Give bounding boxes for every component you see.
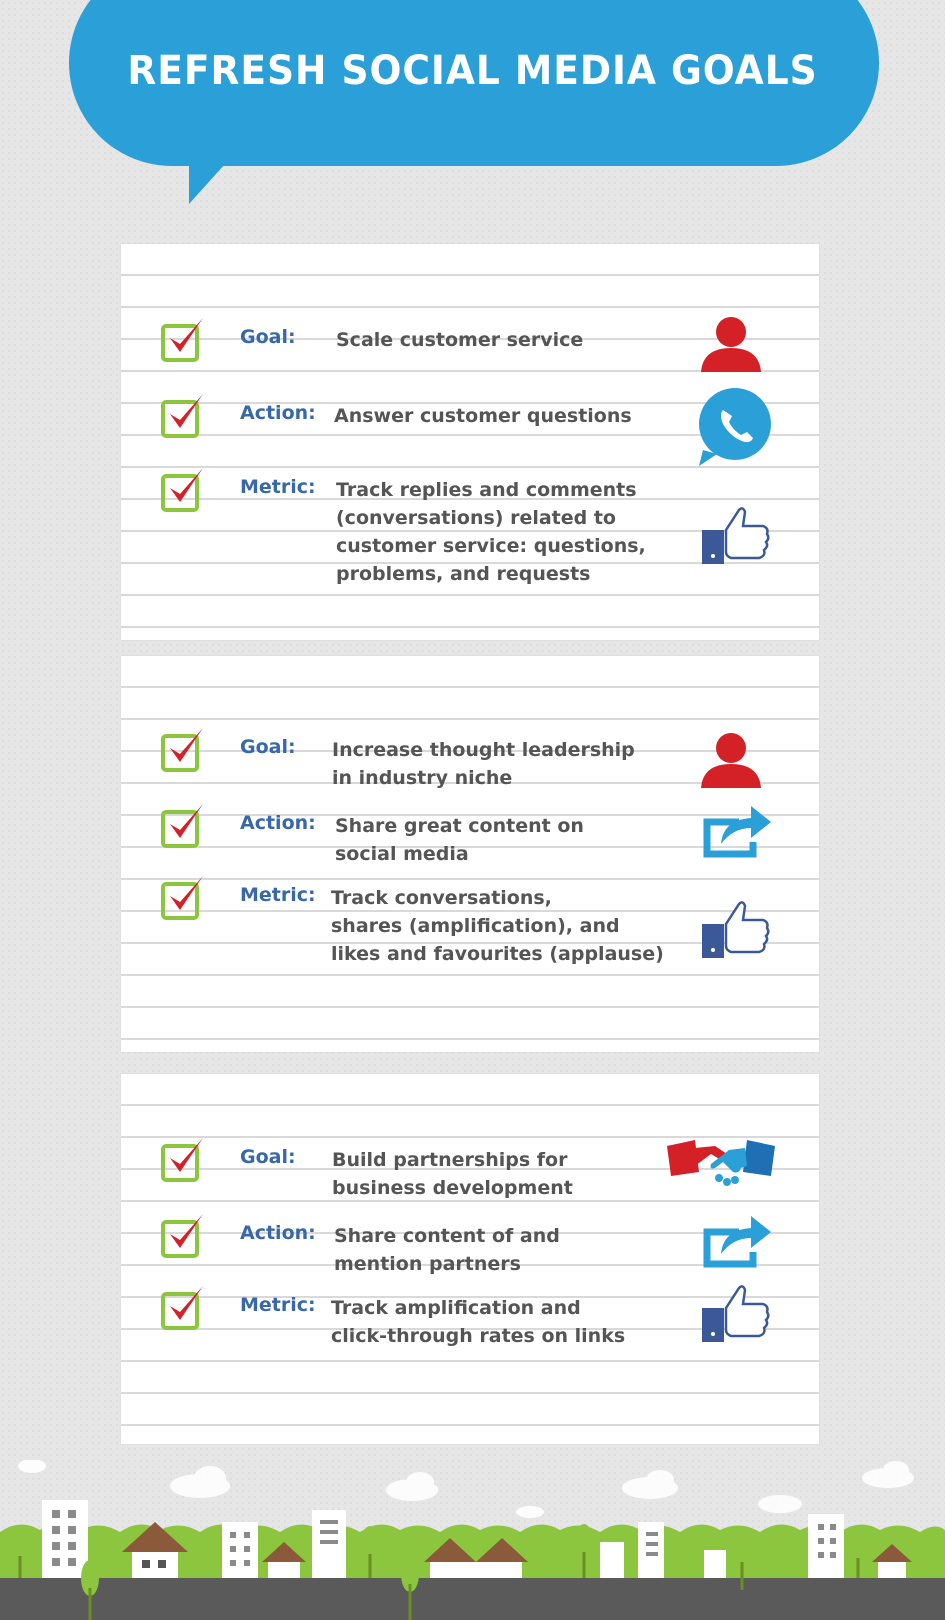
action-label: Action: [240, 402, 316, 424]
action-text: Answer customer questions [334, 405, 632, 427]
metric-text: Track replies and comments (conversations) related to customer service: questions, problems, and requests [336, 479, 646, 585]
person-icon [701, 730, 761, 790]
checkbox-checked-icon [161, 316, 205, 364]
handshake-icon [665, 1136, 777, 1196]
checkbox-checked-icon [161, 392, 205, 440]
action-label: Action: [240, 812, 316, 834]
action-label: Action: [240, 1222, 316, 1244]
metric-label: Metric: [240, 884, 316, 906]
metric-label: Metric: [240, 1294, 316, 1316]
goal-card-2 [121, 656, 819, 1052]
person-icon [701, 314, 761, 374]
share-icon [701, 1212, 773, 1270]
share-icon [701, 802, 773, 860]
checkbox-checked-icon [161, 802, 205, 850]
phone-chat-icon [693, 388, 773, 468]
thumbs-up-icon [701, 1284, 771, 1344]
goal-card-1 [121, 244, 819, 640]
goal-text: Scale customer service [336, 329, 584, 351]
goal-text: Build partnerships for business development [332, 1149, 573, 1199]
goal-label: Goal: [240, 736, 296, 758]
checkbox-checked-icon [161, 1136, 205, 1184]
thumbs-up-icon [701, 506, 771, 566]
metric-text: Track conversations, shares (amplification), and likes and favourites (applause) [331, 887, 664, 965]
speech-bubble-tail [189, 164, 225, 204]
checkbox-checked-icon [161, 1284, 205, 1332]
goal-label: Goal: [240, 326, 296, 348]
goal-card-3 [121, 1074, 819, 1444]
city-skyline-illustration [0, 1460, 945, 1620]
action-text: Share great content on social media [335, 815, 584, 865]
checkbox-checked-icon [161, 726, 205, 774]
checkbox-checked-icon [161, 874, 205, 922]
page-title: REFRESH SOCIAL MEDIA GOALS [127, 48, 818, 94]
checkbox-checked-icon [161, 466, 205, 514]
metric-text: Track amplification and click-through rates on links [331, 1297, 626, 1347]
metric-label: Metric: [240, 476, 316, 498]
checkbox-checked-icon [161, 1212, 205, 1260]
thumbs-up-icon [701, 900, 771, 960]
goal-label: Goal: [240, 1146, 296, 1168]
action-text: Share content of and mention partners [334, 1225, 560, 1275]
goal-text: Increase thought leadership in industry niche [332, 739, 635, 789]
